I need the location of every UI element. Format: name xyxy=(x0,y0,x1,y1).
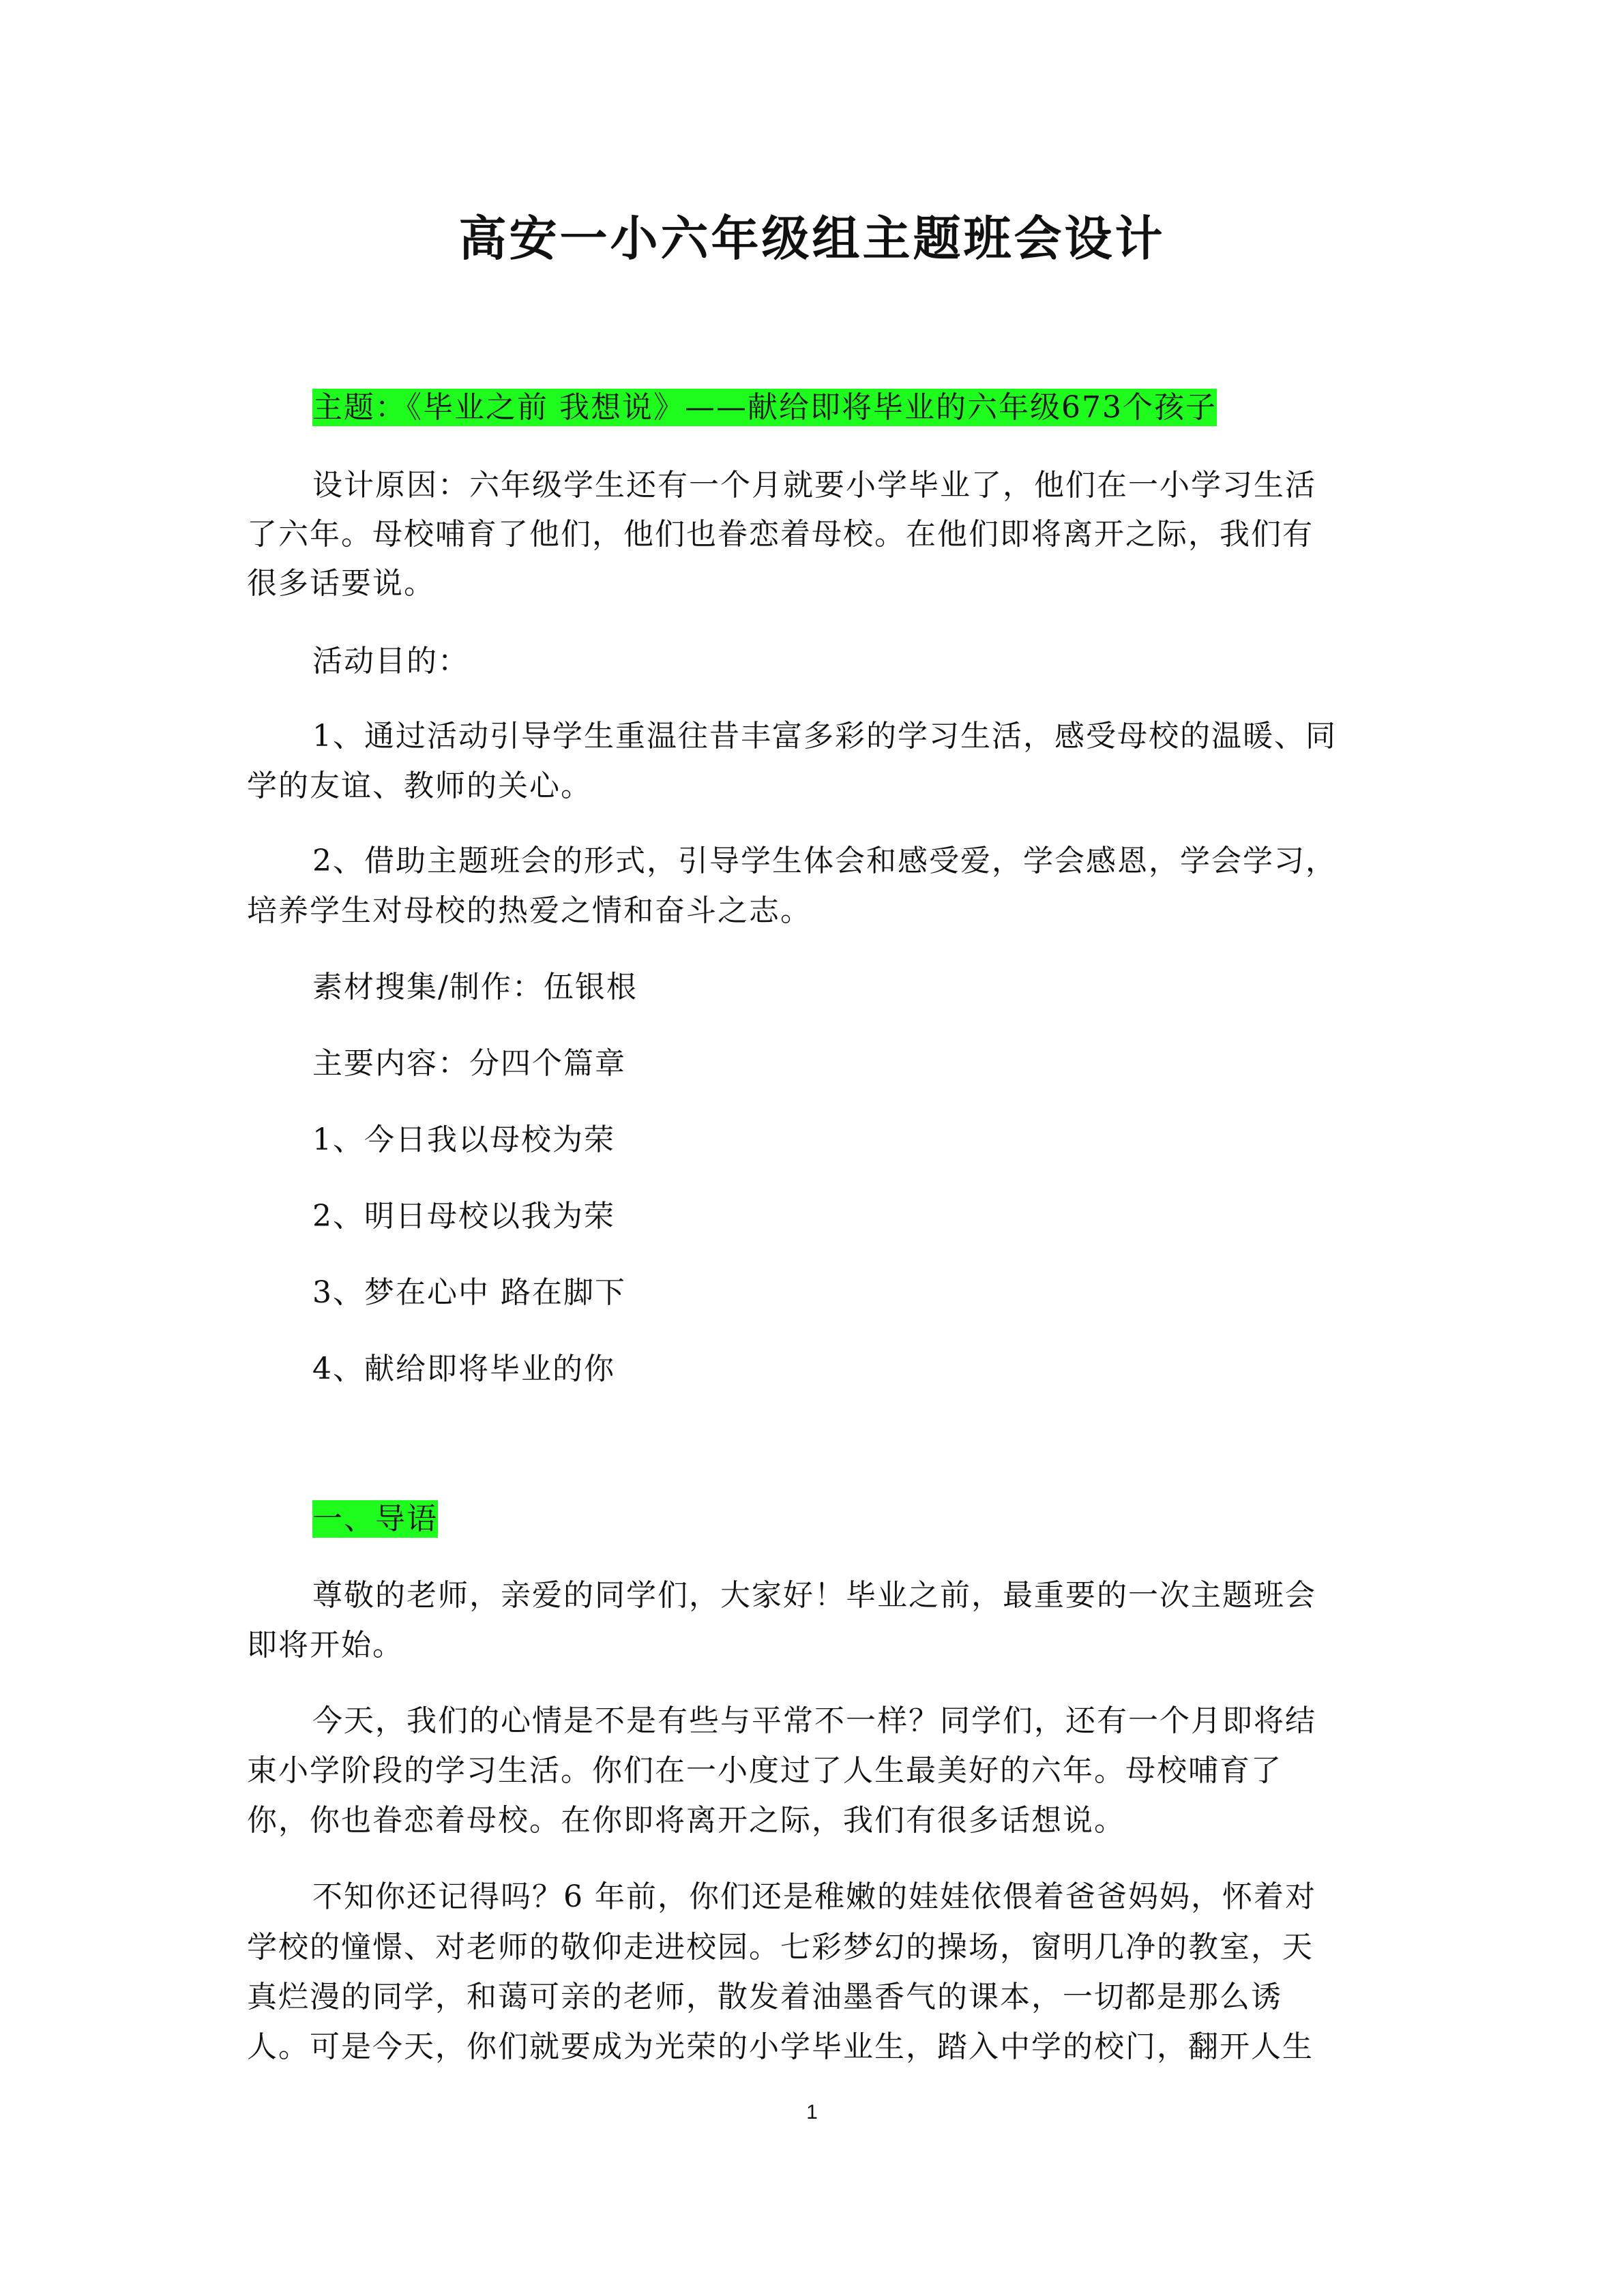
today-line-3: 你，你也眷恋着母校。在你即将离开之际，我们有很多话想说。 xyxy=(247,1803,1125,1838)
design-reason-line-1: 设计原因：六年级学生还有一个月就要小学毕业了，他们在一小学习生活 xyxy=(312,468,1316,503)
theme-highlight-suffix: 个孩子 xyxy=(1122,390,1217,425)
purpose-heading: 活动目的： xyxy=(312,644,469,679)
design-reason-line-2: 了六年。母校哺育了他们，他们也眷恋着母校。在他们即将离开之际，我们有 xyxy=(247,517,1314,552)
material-credit: 素材搜集/制作：伍银根 xyxy=(312,970,638,1004)
chapter-item-4: 4、献给即将毕业的你 xyxy=(312,1352,615,1386)
today-line-2: 束小学阶段的学习生活。你们在一小度过了人生最美好的六年。母校哺育了 xyxy=(247,1753,1282,1788)
content-heading: 主要内容：分四个篇章 xyxy=(312,1046,626,1081)
purpose-1-line-2: 学的友谊、教师的关心。 xyxy=(247,769,592,803)
section-1-highlight: 一、导语 xyxy=(312,1502,438,1536)
purpose-1-line-1: 1、通过活动引导学生重温往昔丰富多彩的学习生活，感受母校的温暖、同 xyxy=(312,719,1337,754)
theme-line xyxy=(312,387,1217,428)
memory-line-1: 不知你还记得吗？6 年前，你们还是稚嫩的娃娃依偎着爸爸妈妈，怀着对 xyxy=(312,1879,1316,1914)
chapter-item-1: 1、今日我以母校为荣 xyxy=(312,1122,615,1157)
chapter-item-3: 3、梦在心中 路在脚下 xyxy=(312,1275,626,1310)
theme-highlight-text: 主题：《毕业之前 我想说》——献给即将毕业的六年级 xyxy=(312,390,1061,425)
section-1-heading xyxy=(312,1499,438,1540)
memory-line-3: 真烂漫的同学，和蔼可亲的老师，散发着油墨香气的课本，一切都是那么诱 xyxy=(247,1980,1282,2014)
purpose-2-line-2: 培养学生对母校的热爱之情和奋斗之志。 xyxy=(247,893,812,928)
theme-highlight-number: 673 xyxy=(1061,390,1123,425)
greeting-line-2: 即将开始。 xyxy=(247,1628,404,1663)
design-reason-line-3: 很多话要说。 xyxy=(247,566,435,601)
purpose-2-line-1: 2、借助主题班会的形式，引导学生体会和感受爱，学会感恩，学会学习， xyxy=(312,844,1337,878)
chapter-item-2: 2、明日母校以我为荣 xyxy=(312,1199,615,1234)
today-line-1: 今天，我们的心情是不是有些与平常不一样？同学们，还有一个月即将结 xyxy=(312,1703,1316,1738)
page-number: 1 xyxy=(806,2101,818,2123)
greeting-line-1: 尊敬的老师，亲爱的同学们，大家好！毕业之前，最重要的一次主题班会 xyxy=(312,1578,1316,1613)
memory-line-2: 学校的憧憬、对老师的敬仰走进校园。七彩梦幻的操场，窗明几净的教室，天 xyxy=(247,1930,1314,1965)
memory-line-4: 人。可是今天，你们就要成为光荣的小学毕业生，踏入中学的校门，翻开人生 xyxy=(247,2029,1314,2064)
document-title: 高安一小六年级组主题班会设计 xyxy=(458,211,1166,267)
